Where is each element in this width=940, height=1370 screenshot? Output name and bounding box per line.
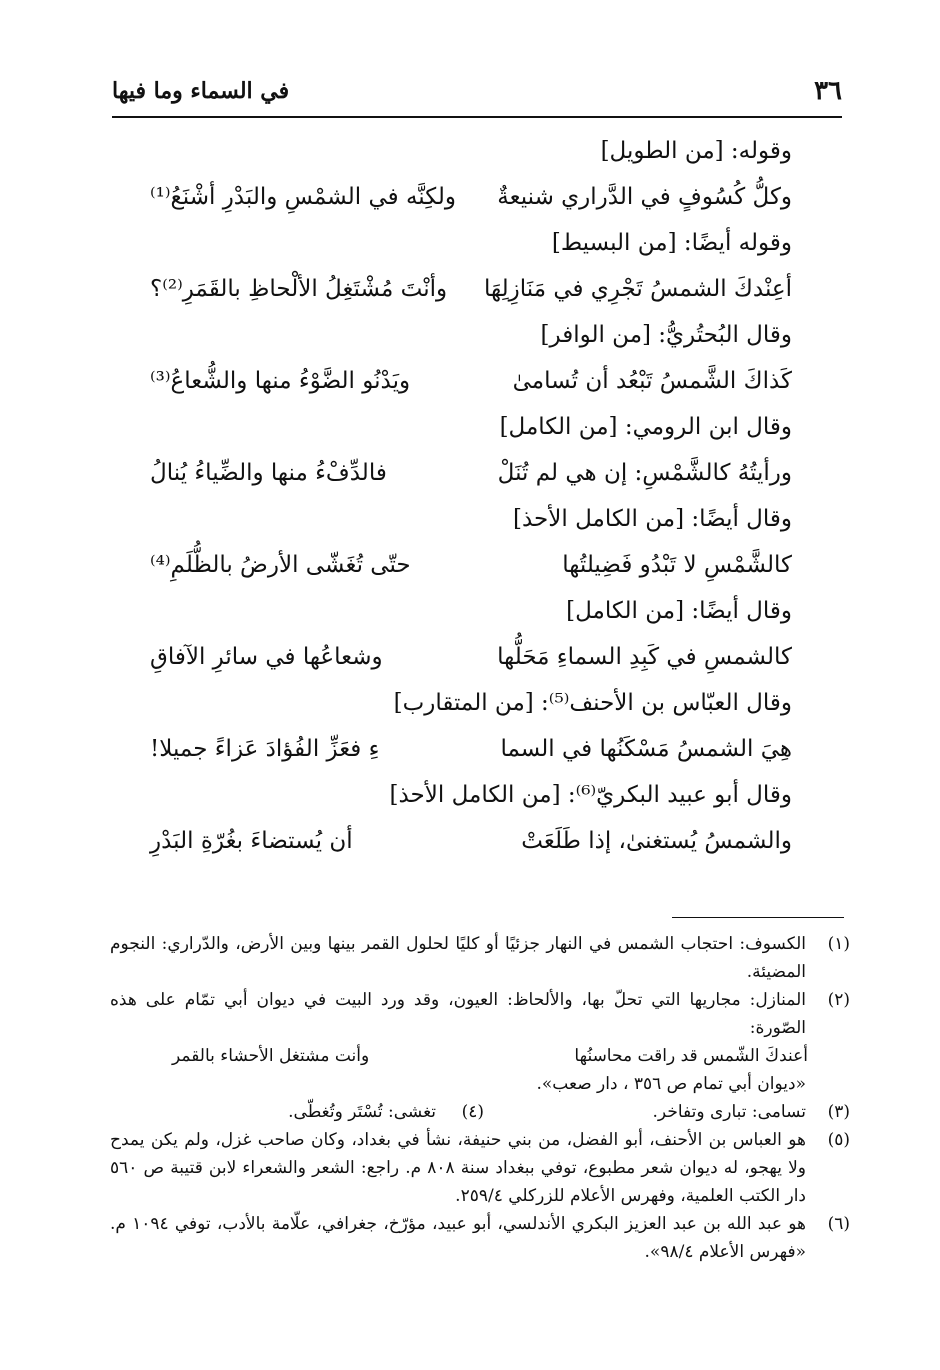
footnote-text: تسامى: تبارى وتفاخر. xyxy=(652,1102,806,1122)
footnote-number: (٦) xyxy=(827,1214,850,1234)
footnote-separator xyxy=(672,917,844,918)
verse-intro: وقال أيضًا: [من الكامل الأحذ] xyxy=(513,506,792,532)
verse-line xyxy=(150,818,792,864)
footnote-verse-second-hemistich: وأنت مشتغل الأحشاء بالقمر xyxy=(172,1046,370,1066)
footnote-number: (٢) xyxy=(827,990,850,1010)
second-hemistich: فالدِّفْءُ منها والضِّياءُ يُنالُ xyxy=(150,460,387,486)
first-hemistich: كالشَّمْسِ لا تَبْدُو فَضِيلتُها xyxy=(562,552,792,578)
second-hemistich: ويَدْنُو الضَّوْءُ منها والشُّعاعُ⁽³⁾ xyxy=(150,368,411,394)
footnote-text: هو العباس بن الأحنف، أبو الفضل، من بني حنيفة، نشأ في بغداد، وكان صاحب غزل، ولم يكن يمدح ولا يهجو، له ديوان شعر مطبوع، توفي ببغداد سنة ٨٠٨ م. راجع: الشعر والشعراء لابن قتيبة ص ٥٦٠ دار الكتب العلمية، وفهرس الأعلام للزركلي ٢٥٩/٤. xyxy=(110,1130,806,1206)
footnote-number: (٥) xyxy=(827,1130,850,1150)
footnote-verse-first-hemistich: أعندكَ الشّمس قد راقت محاسنُها xyxy=(574,1046,808,1066)
verse-intro: وقال العبّاس بن الأحنف⁽⁵⁾: [من المتقارب] xyxy=(393,690,792,716)
verse-line xyxy=(150,726,792,772)
footnote-source xyxy=(110,1070,850,1098)
footnote-text: هو عبد الله بن عبد العزيز البكري الأندلسي، أبو عبيد، مؤرّخ، جغرافي، علّامة بالأدب، توفي ١٠٩٤ م. «فهرس الأعلام ٩٨/٤». xyxy=(110,1214,806,1262)
footnote-number: (٣) xyxy=(827,1102,850,1122)
verse-intro: وقال البُحتُريُّ: [من الوافر] xyxy=(540,322,792,348)
verse-intro: وقال أيضًا: [من الكامل] xyxy=(566,598,792,624)
first-hemistich: وكلُّ كُسُوفٍ في الدَّراري شنيعةٌ xyxy=(497,184,792,210)
verse-intro: وقال أبو عبيد البكريّ⁽⁶⁾: [من الكامل الأحذ] xyxy=(389,782,792,808)
first-hemistich: والشمسُ يُستغنىٰ، إذا طَلَعَتْ xyxy=(521,828,792,854)
first-hemistich: أعِنْدكَ الشمسُ تَجْرِي في مَنَازِلِهَا xyxy=(484,276,792,302)
footnotes xyxy=(110,930,850,1266)
footnote xyxy=(110,1126,850,1210)
verse-intro: وقوله أيضًا: [من البسيط] xyxy=(551,230,792,256)
second-hemistich: أن يُستضاءَ بغُرّةِ البَدْرِ xyxy=(150,828,353,854)
second-hemistich: حتّى تُغَشّى الأرضُ بالظُّلَمِ⁽⁴⁾ xyxy=(150,552,411,578)
second-hemistich: ولكِنَّه في الشمْسِ والبَدْرِ أشْنَعُ⁽¹⁾ xyxy=(150,184,457,210)
header-rule xyxy=(112,116,842,118)
footnote-text: الكسوف: احتجاب الشمس في النهار جزئيًا أو كليًا لحلول القمر بينها وبين الأرض، والدّراري: النجوم المضيئة. xyxy=(110,934,806,982)
footnote-number: (١) xyxy=(827,934,850,954)
verse-line xyxy=(150,266,792,312)
first-hemistich: هِيَ الشمسُ مَسْكَنُها في السما xyxy=(500,736,792,762)
footnote xyxy=(110,1210,850,1266)
first-hemistich: كالشمسِ في كَبِدِ السماءِ مَحَلُّها xyxy=(497,644,792,670)
page-number: ٣٦ xyxy=(814,76,842,106)
verse-intro: وقال ابن الرومي: [من الكامل] xyxy=(499,414,792,440)
verse-intro: وقوله: [من الطويل] xyxy=(600,138,792,164)
verse-line xyxy=(150,174,792,220)
footnote-verse xyxy=(110,1042,850,1070)
running-title: في السماء وما فيها xyxy=(112,78,290,104)
second-hemistich: وأنْتَ مُشْتَغِلُ الألْحاظِ بالقَمَرِ⁽²⁾؟ xyxy=(150,276,448,302)
verse-line xyxy=(150,634,792,680)
first-hemistich: ورأيتُهُ كالشَّمْسِ: إن هي لم تُنَلْ xyxy=(497,460,792,486)
footnote-text: المنازل: مجاريها التي تحلّ بها، والألحاظ: العيون، وقد ورد البيت في ديوان أبي تمّام على هذه الصّورة: xyxy=(110,990,806,1038)
second-hemistich: وشعاعُها في سائرِ الآفاقِ xyxy=(150,644,383,670)
verse-line xyxy=(150,450,792,496)
footnote-text: تغشى: تُسْتَر وتُغطّى. xyxy=(288,1102,436,1122)
footnote xyxy=(110,986,850,1042)
first-hemistich: كَذاكَ الشَّمسُ تَبْعُد أن تُسامىٰ xyxy=(512,368,792,394)
poetry-body xyxy=(150,128,792,864)
verse-line xyxy=(150,358,792,404)
page-header xyxy=(112,72,842,112)
verse-line xyxy=(150,542,792,588)
footnote-source-text: «ديوان أبي تمام ص ٣٥٦ ، دار صعب». xyxy=(536,1074,806,1094)
footnote-pair xyxy=(110,1098,850,1126)
second-hemistich: ءِ فعَزِّ الفُؤادَ عَزاءً جميلا! xyxy=(150,736,380,762)
footnote-number: (٤) xyxy=(461,1102,484,1122)
footnote xyxy=(110,930,850,986)
